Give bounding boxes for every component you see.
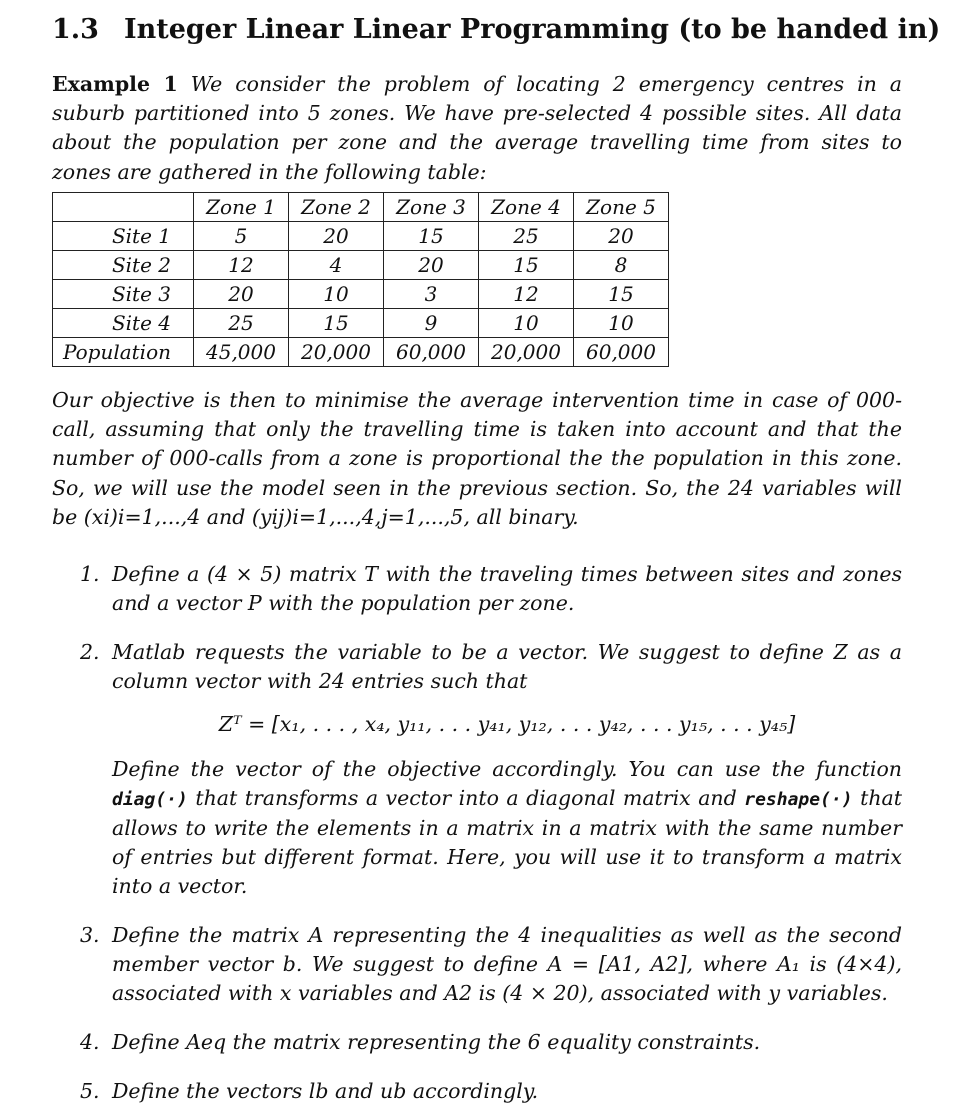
task-item-4 [52, 1028, 902, 1057]
table-cell: 15 [479, 251, 574, 280]
task-number: 5. [80, 1079, 100, 1103]
task-item-3 [52, 921, 902, 1008]
table-header-cell: Zone 3 [384, 193, 479, 222]
task-number: 1. [80, 562, 100, 586]
table-row [53, 222, 669, 251]
task-text: Define the vectors lb and ub accordingly. [112, 1079, 539, 1103]
followup-text-c: that allows to write the elements in a matrix in a matrix with the same number of entries but different format. Here, you will use it to transform a matrix into a vector. [112, 786, 902, 898]
table-cell: 20 [289, 222, 384, 251]
table-header-cell: Zone 4 [479, 193, 574, 222]
table-cell: 5 [194, 222, 289, 251]
section-heading [52, 14, 941, 45]
task-item-2 [52, 638, 902, 901]
task-item-5 [52, 1077, 902, 1106]
table-header-cell: Zone 5 [574, 193, 669, 222]
table-row [53, 309, 669, 338]
table-header-cell: Zone 2 [289, 193, 384, 222]
task-text: Define Aeq the matrix representing the 6 equality constraints. [112, 1030, 761, 1054]
table-row-label: Site 3 [53, 280, 194, 309]
table-cell: 25 [194, 309, 289, 338]
table-row-label: Population [53, 338, 194, 367]
task-number: 2. [80, 640, 100, 664]
objective-paragraph [52, 386, 902, 532]
z-vector-equation: Zᵀ = [x₁, . . . , x₄, y₁₁, . . . y₄₁, y₁₂, . . . y₄₂, . . . y₁₅, . . . y₄₅] [218, 712, 796, 736]
table-corner-cell [53, 193, 194, 222]
diag-function: diag(·) [112, 789, 188, 810]
table-cell: 8 [574, 251, 669, 280]
table-cell: 3 [384, 280, 479, 309]
section-title: Integer Linear Linear Programming (to be handed in) [124, 14, 941, 45]
task-2-followup [112, 755, 902, 901]
table-cell: 10 [289, 280, 384, 309]
example-label: Example 1 [52, 72, 178, 96]
table-cell: 20,000 [479, 338, 574, 367]
table-row-label: Site 2 [53, 251, 194, 280]
example-paragraph [52, 70, 902, 187]
table-header-row [53, 193, 669, 222]
table-cell: 20,000 [289, 338, 384, 367]
followup-text-b: that transforms a vector into a diagonal matrix and [195, 786, 737, 810]
table-cell: 20 [574, 222, 669, 251]
table-header-cell: Zone 1 [194, 193, 289, 222]
table-cell: 10 [479, 309, 574, 338]
table-cell: 4 [289, 251, 384, 280]
task-text: Matlab requests the variable to be a vector. We suggest to define Z as a column vector with 24 entries such that [112, 640, 902, 693]
table-cell: 15 [289, 309, 384, 338]
table-cell: 60,000 [574, 338, 669, 367]
section-number: 1.3 [52, 14, 99, 45]
objective-text: Our objective is then to minimise the average intervention time in case of 000-call, assuming that only the travelling time is taken into account and that the number of 000-calls from a zone is proportional the the population in this zone. So, we will use the model seen in the previous section. So, the 24 variables will be (xi)i=1,...,4 and (yij)i=1,...,4,j=1,...,5, all binary. [52, 388, 902, 529]
task-text: Define a (4 × 5) matrix T with the traveling times between sites and zones and a vector P with the population per zone. [112, 562, 902, 615]
table-row-label: Site 1 [53, 222, 194, 251]
table-cell: 15 [574, 280, 669, 309]
table-cell: 12 [194, 251, 289, 280]
task-text: Define the matrix A representing the 4 inequalities as well as the second member vector b. We suggest to define A = [A1, A2], where A₁ is (4×4), associated with x variables and A2 is (4 × 20), associated with y variables. [112, 923, 902, 1005]
followup-text-a: Define the vector of the objective accordingly. You can use the function [112, 757, 902, 781]
table-cell: 60,000 [384, 338, 479, 367]
table-cell: 45,000 [194, 338, 289, 367]
table-cell: 25 [479, 222, 574, 251]
reshape-function: reshape(·) [744, 789, 853, 810]
task-item-1 [52, 560, 902, 618]
table-row-label: Site 4 [53, 309, 194, 338]
table-row [53, 338, 669, 367]
task-number: 3. [80, 923, 100, 947]
data-table [52, 192, 669, 367]
table-cell: 20 [384, 251, 479, 280]
table-cell: 9 [384, 309, 479, 338]
example-intro-text: We consider the problem of locating 2 emergency centres in a suburb partitioned into 5 zones. We have pre-selected 4 possible sites. All data about the population per zone and the average travelling time from sites to zones are gathered in the following table: [52, 72, 902, 184]
table-cell: 20 [194, 280, 289, 309]
table-cell: 12 [479, 280, 574, 309]
task-list [52, 560, 902, 1106]
table-cell: 15 [384, 222, 479, 251]
task-number: 4. [80, 1030, 100, 1054]
table-cell: 10 [574, 309, 669, 338]
table-row [53, 251, 669, 280]
table-row [53, 280, 669, 309]
